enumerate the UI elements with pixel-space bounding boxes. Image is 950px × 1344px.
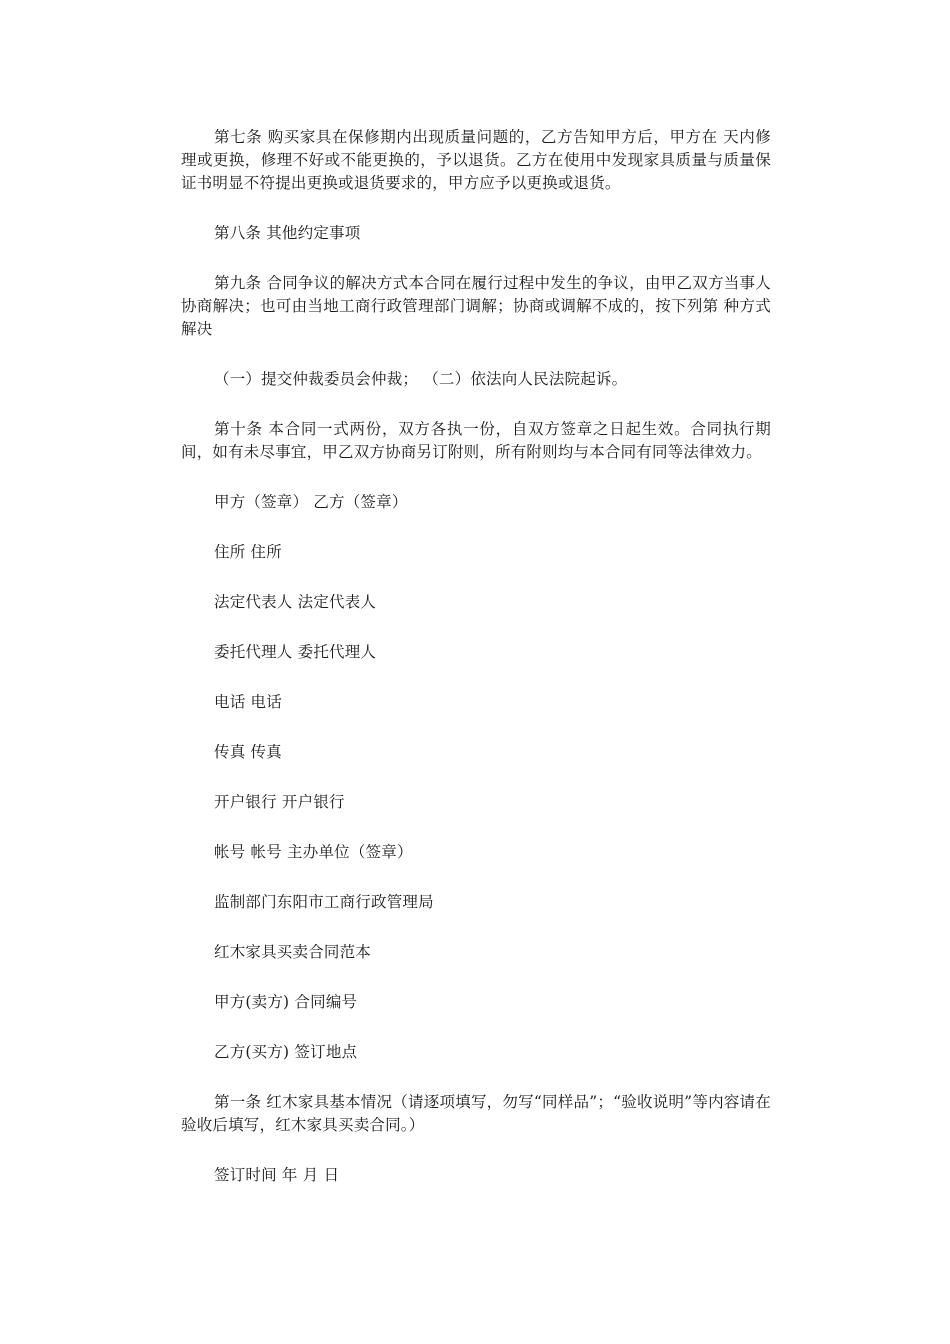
dispute-options-paragraph: （一）提交仲裁委员会仲裁； （二）依法向人民法院起诉。 — [214, 370, 628, 388]
signature-line: 甲方（签章） 乙方（签章） — [214, 493, 408, 511]
phone-line: 电话 电话 — [214, 693, 282, 711]
document-body — [181, 126, 771, 1214]
contract-title: 红木家具买卖合同范本 — [214, 943, 372, 961]
signing-date-line: 签订时间 年 月 日 — [214, 1166, 340, 1184]
article-1-paragraph: 第一条 红木家具基本情况（请逐项填写，勿写“同样品”；“验收说明”等内容请在验收后填写，红木家具买卖合同。） — [181, 1093, 771, 1134]
fax-line: 传真 传真 — [214, 743, 282, 761]
bank-line: 开户银行 开户银行 — [214, 793, 345, 811]
buyer-line: 乙方(买方) 签订地点 — [214, 1043, 358, 1061]
account-line: 帐号 帐号 主办单位（签章） — [214, 843, 413, 861]
legal-representative-line: 法定代表人 法定代表人 — [214, 593, 377, 611]
article-10-paragraph: 第十条 本合同一式两份，双方各执一份，自双方签章之日起生效。合同执行期间，如有未尽事宜，甲乙双方协商另订附则，所有附则均与本合同有同等法律效力。 — [181, 420, 771, 461]
address-line: 住所 住所 — [214, 543, 282, 561]
article-8-paragraph: 第八条 其他约定事项 — [214, 224, 361, 242]
supervisor-line: 监制部门东阳市工商行政管理局 — [214, 893, 434, 911]
agent-line: 委托代理人 委托代理人 — [214, 643, 377, 661]
article-9-paragraph: 第九条 合同争议的解决方式本合同在履行过程中发生的争议，由甲乙双方当事人协商解决；也可由当地工商行政管理部门调解；协商或调解不成的，按下列第 种方式解决 — [181, 274, 771, 338]
article-7-paragraph: 第七条 购买家具在保修期内出现质量问题的，乙方告知甲方后，甲方在 天内修理或更换，修理不好或不能更换的，予以退货。乙方在使用中发现家具质量与质量保证书明显不符提出更换或退货要求的，甲方应予以更换或退货。 — [181, 128, 771, 192]
seller-line: 甲方(卖方) 合同编号 — [214, 993, 358, 1011]
